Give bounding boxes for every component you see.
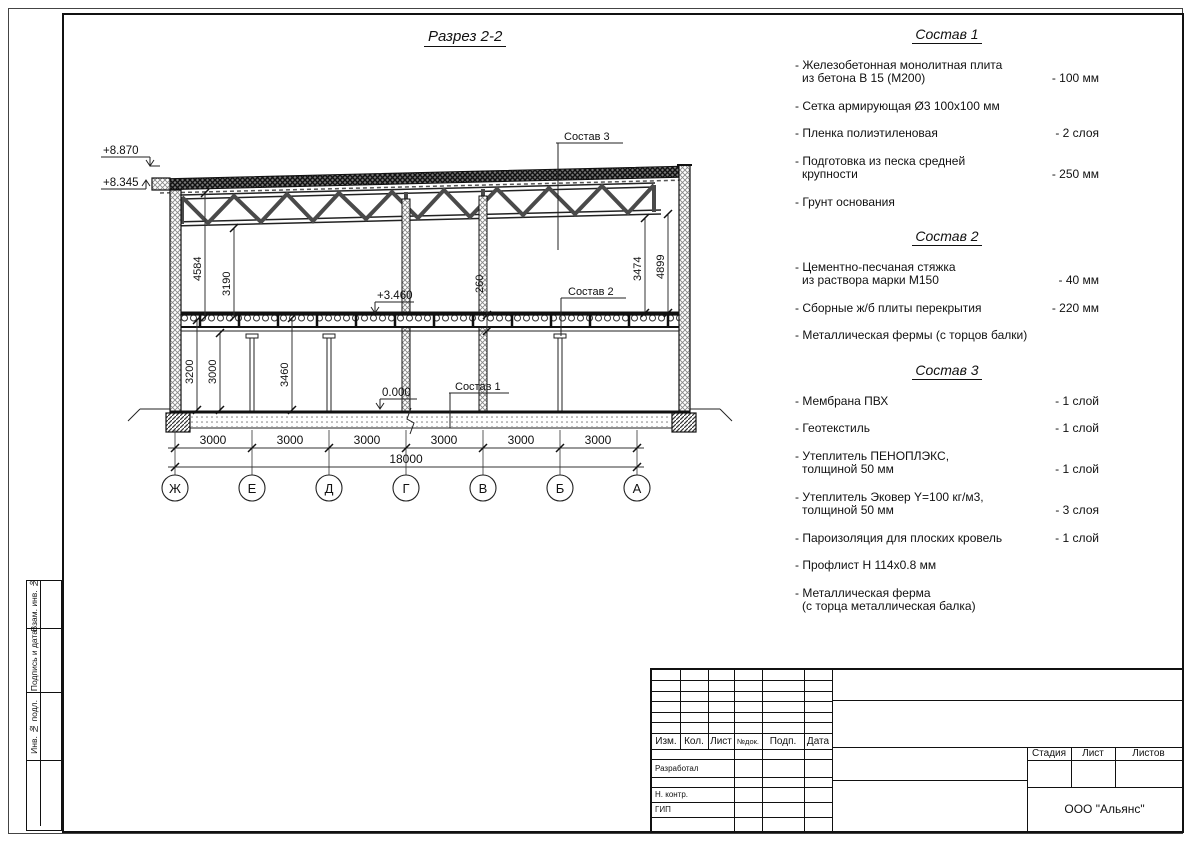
dim-3474: 3474 xyxy=(632,256,644,281)
dim-bay-5: 3000 xyxy=(507,433,535,447)
dim-260: 260 xyxy=(474,274,486,293)
title-block-col-kol: Кол. xyxy=(684,735,704,747)
side-stamp-label-cell xyxy=(27,761,41,826)
dim-3190: 3190 xyxy=(221,271,233,296)
floor-slab xyxy=(181,313,679,331)
spec-item xyxy=(795,491,1099,518)
callout-sostav3: Состав 3 xyxy=(564,131,610,143)
spec-item xyxy=(795,559,1099,573)
spec-list-sostav-3 xyxy=(795,364,1099,628)
spec-list-2-title xyxy=(795,230,1099,245)
spec-item xyxy=(795,395,1099,409)
spec-item-name: - Утеплитель ПЕНОПЛЭКС, xyxy=(795,448,950,463)
spec-item-value: - 100 мм xyxy=(1051,71,1099,85)
spec-item-value: - 40 мм xyxy=(1058,273,1099,287)
spec-item xyxy=(795,261,1099,288)
title-block-stage: Стадия xyxy=(1031,748,1067,759)
dim-4584: 4584 xyxy=(192,256,204,281)
spec-item-value: - 2 слоя xyxy=(1055,126,1099,140)
vertical-dimensions xyxy=(184,189,672,414)
spec-item-name2: толщиной 50 мм xyxy=(802,462,894,476)
callout-sostav2: Состав 2 xyxy=(568,286,614,298)
spec-item-name: - Пленка полиэтиленовая xyxy=(795,126,938,140)
spec-item xyxy=(795,196,1099,210)
elevation-zero: 0.000 xyxy=(382,387,411,399)
title-block-col-izm: Изм. xyxy=(655,735,677,747)
side-stamp-label-cell xyxy=(27,629,41,692)
spec-item-name: - Утеплитель Эковер Y=100 кг/м3, xyxy=(795,489,984,504)
columns-main xyxy=(402,196,487,412)
spec-item xyxy=(795,302,1099,316)
spec-list-sostav-2 xyxy=(795,230,1099,357)
side-stamp-label: Взам. инв. № xyxy=(28,577,39,632)
spec-item xyxy=(795,127,1099,141)
side-stamp xyxy=(26,577,62,831)
spec-item-name2: толщиной 50 мм xyxy=(802,503,894,517)
spec-item xyxy=(795,532,1099,546)
title-block-company: ООО "Альянс" xyxy=(1064,802,1145,816)
roof-truss xyxy=(173,183,661,226)
spec-item xyxy=(795,59,1099,86)
spec-list-3-title-text: Состав 3 xyxy=(912,362,981,380)
side-stamp-label-cell xyxy=(27,577,41,632)
dim-bay-2: 3000 xyxy=(276,433,304,447)
spec-item-name: - Сборные ж/б плиты перекрытия xyxy=(795,300,982,315)
dim-3200: 3200 xyxy=(184,359,196,384)
spec-item-value: - 250 мм xyxy=(1051,167,1099,181)
dim-4899: 4899 xyxy=(655,254,667,279)
spec-item-value: - 1 слой xyxy=(1055,421,1099,435)
spec-item-name2: из бетона В 15 (М200) xyxy=(802,71,926,85)
dim-bay-3: 3000 xyxy=(353,433,381,447)
spec-item-name: - Металлическая ферма xyxy=(795,585,931,600)
spec-item-value: - 1 слой xyxy=(1055,393,1099,408)
spec-item-name: - Пароизоляция для плоских кровель xyxy=(795,530,1003,545)
spec-list-sostav-1 xyxy=(795,28,1099,223)
title-block-col-list: Лист xyxy=(710,735,732,747)
spec-item xyxy=(795,155,1099,182)
spec-item-name: - Подготовка из песка средней xyxy=(795,153,966,168)
axis-b: Б xyxy=(555,481,565,496)
elevation-roof-high: +8.870 xyxy=(103,145,139,157)
title-block-sheets: Листов xyxy=(1132,748,1165,759)
side-stamp-label: Инв. № подл. xyxy=(28,699,39,754)
axis-v: В xyxy=(478,481,488,496)
axis-d: Д xyxy=(324,481,334,496)
side-stamp-cell xyxy=(27,577,61,632)
axis-dimensions xyxy=(162,430,650,501)
elevation-roof-low: +8.345 xyxy=(103,177,139,189)
spec-item-value: - 1 слой xyxy=(1055,530,1099,545)
spec-item-name: - Грунт основания xyxy=(795,194,895,209)
spec-item xyxy=(795,422,1099,436)
title-block-col-podp: Подп. xyxy=(769,735,797,747)
title-block-col-data: Дата xyxy=(806,735,830,747)
spec-item xyxy=(795,100,1099,114)
callout-sostav1: Состав 1 xyxy=(455,381,501,393)
spec-item-name2: (с торца металлическая балка) xyxy=(802,599,976,613)
spec-item xyxy=(795,587,1099,614)
axis-g: Г xyxy=(402,481,410,496)
title-block-col-dok: №док. xyxy=(737,736,759,746)
axis-e: Е xyxy=(247,481,257,496)
spec-item xyxy=(795,329,1099,343)
spec-item-name: - Цементно-песчаная стяжка xyxy=(795,259,956,274)
title-block xyxy=(650,668,1184,833)
spec-item-name2: крупности xyxy=(802,167,858,181)
dim-bay-1: 3000 xyxy=(199,433,227,447)
side-stamp-cell xyxy=(27,761,61,826)
axis-a: А xyxy=(632,481,642,496)
spec-item-name: - Сетка армирующая Ø3 100х100 мм xyxy=(795,98,1000,113)
dim-3000-floor: 3000 xyxy=(207,359,219,384)
title-block-row-razrabotal: Разработал xyxy=(655,763,699,773)
title-block-row-nkontr: Н. контр. xyxy=(655,790,689,799)
dim-3460: 3460 xyxy=(279,362,291,387)
spec-list-1-title xyxy=(795,28,1099,43)
spec-list-2-title-text: Состав 2 xyxy=(912,228,981,246)
elevation-mid: +3.460 xyxy=(377,290,413,302)
title-block-row-gip: ГИП xyxy=(655,805,671,814)
dim-bay-4: 3000 xyxy=(430,433,458,447)
side-stamp-label-cell xyxy=(27,693,41,760)
spec-item-name: - Геотекстиль xyxy=(795,421,870,435)
spec-item-value: - 1 слой xyxy=(1055,462,1099,476)
spec-item-name: - Металлическая фермы (с торцов балки) xyxy=(795,328,1028,342)
spec-item-value: - 3 слоя xyxy=(1055,503,1099,517)
spec-item-name: - Профлист Н 114х0.8 мм xyxy=(795,558,937,572)
dim-total: 18000 xyxy=(389,452,423,466)
spec-item-name: - Железобетонная монолитная плита xyxy=(795,57,1003,72)
title-block-sheet: Лист xyxy=(1082,748,1104,759)
spec-list-1-title-text: Состав 1 xyxy=(912,26,981,44)
spec-item xyxy=(795,450,1099,477)
spec-item-name2: из раствора марки М150 xyxy=(802,273,939,287)
side-stamp-label: Подпись и дата xyxy=(28,629,39,692)
drawing-title: Разрез 2-2 xyxy=(424,28,506,47)
side-stamp-cell xyxy=(27,629,61,693)
spec-item-value: - 220 мм xyxy=(1051,300,1099,315)
axis-zh: Ж xyxy=(168,481,182,496)
dim-bay-6: 3000 xyxy=(584,433,612,447)
side-stamp-cell xyxy=(27,693,61,761)
spec-item-name: - Мембрана ПВХ xyxy=(795,393,889,408)
spec-list-3-title xyxy=(795,364,1099,379)
